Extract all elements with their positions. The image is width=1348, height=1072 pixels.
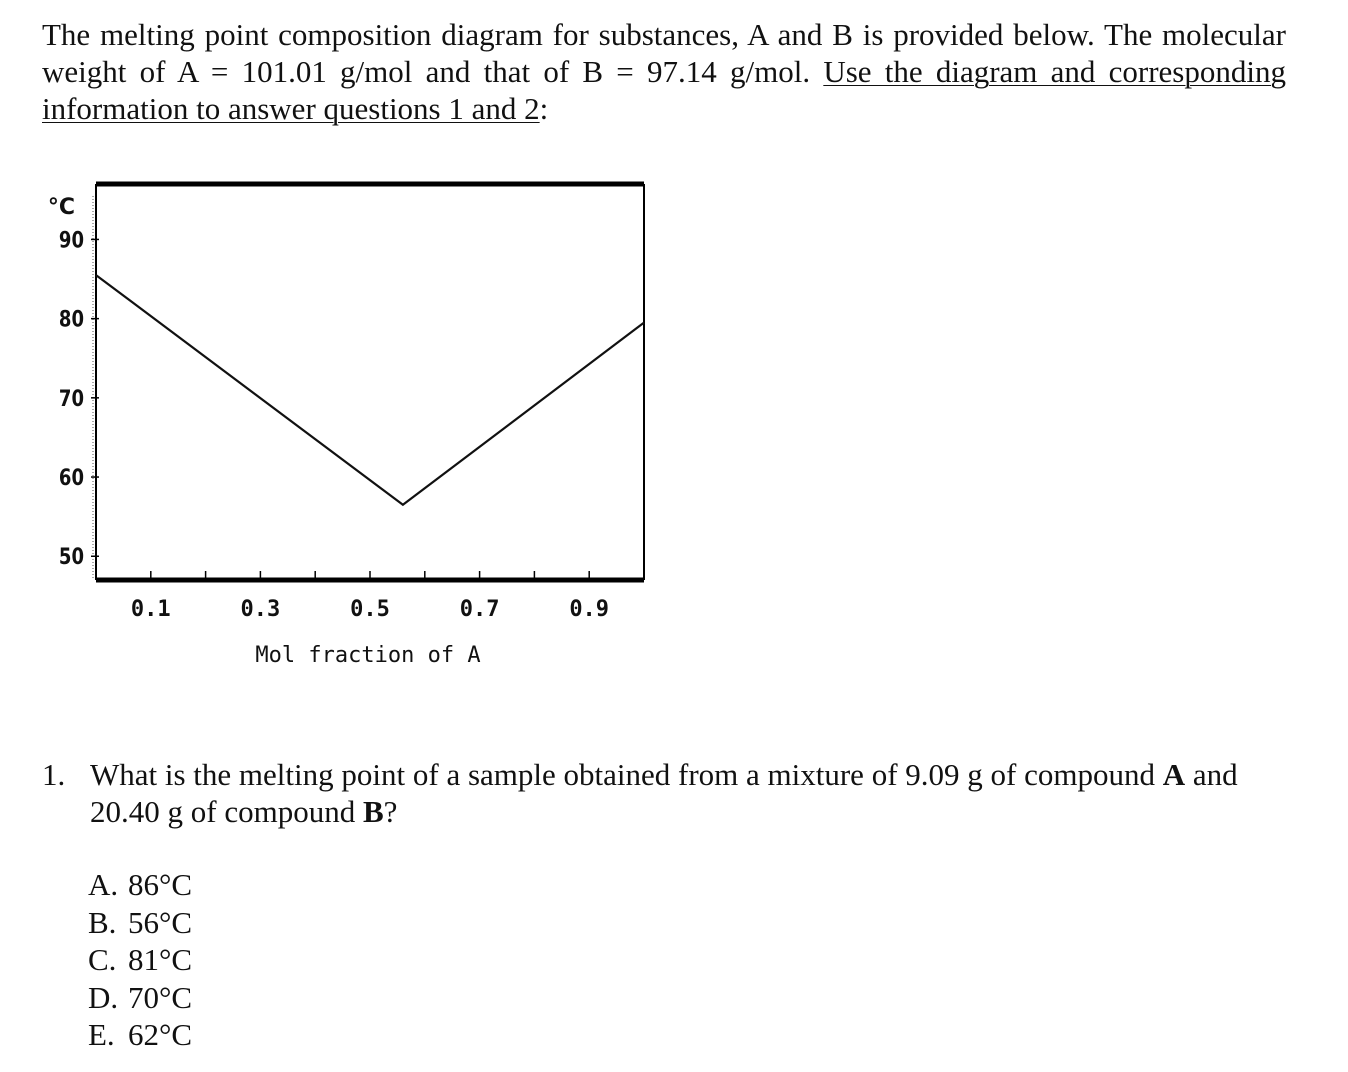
chart-svg: [40, 150, 680, 680]
compound-b-label: B: [362, 794, 384, 829]
option-letter: D.: [88, 979, 119, 1015]
option-a[interactable]: [88, 866, 192, 904]
intro-colon: :: [539, 91, 549, 126]
question-1: [42, 756, 1292, 830]
intro-paragraph: [42, 16, 1286, 127]
question-text: [90, 756, 1292, 830]
y-axis-unit-label: °C: [47, 195, 75, 220]
intro-text: The melting point composition diagram for substances, A and B is provided below. The molecular weight of A = 101.01 g/mol and that of B = 97.14 g/mol.: [42, 17, 1286, 89]
question-text-part-2: and 20.40 g of compound: [90, 757, 1238, 829]
melting-point-diagram: [40, 150, 680, 680]
intro-instruction: Use the diagram and corresponding information to answer questions 1 and 2: [42, 54, 1286, 126]
question-number: 1.: [42, 757, 66, 792]
x-tick-label: 0.1: [130, 597, 171, 622]
option-text: 81°C: [128, 942, 193, 977]
option-letter: A.: [88, 867, 119, 902]
x-tick-label: 0.9: [569, 597, 610, 622]
x-tick-label: 0.7: [459, 597, 500, 622]
option-letter: E.: [88, 1017, 115, 1052]
option-letter: C.: [88, 942, 117, 977]
x-tick-label: 0.3: [240, 597, 281, 622]
answer-options: [88, 866, 192, 1054]
option-text: 62°C: [128, 1017, 193, 1052]
y-tick-label: 60: [58, 464, 84, 491]
option-e[interactable]: [88, 1016, 192, 1054]
compound-a-label: A: [1162, 757, 1186, 792]
question-mark: ?: [383, 794, 398, 829]
question-text-part-1: What is the melting point of a sample obtained from a mixture of 9.09 g of compound: [90, 757, 1155, 792]
option-text: 86°C: [128, 867, 193, 902]
option-c[interactable]: [88, 941, 192, 979]
y-tick-label: 50: [58, 543, 84, 570]
y-tick-label: 80: [58, 305, 84, 333]
x-tick-label: 0.5: [350, 597, 390, 622]
option-letter: B.: [88, 904, 117, 940]
melting-point-curve: [96, 275, 644, 505]
y-tick-label: 70: [58, 385, 84, 412]
x-axis-label: Mol fraction of A: [255, 643, 481, 668]
option-text: 70°C: [128, 979, 193, 1015]
y-tick-label: 90: [58, 226, 84, 253]
option-d[interactable]: [88, 979, 192, 1017]
option-b[interactable]: [88, 904, 192, 942]
option-text: 56°C: [128, 904, 193, 940]
